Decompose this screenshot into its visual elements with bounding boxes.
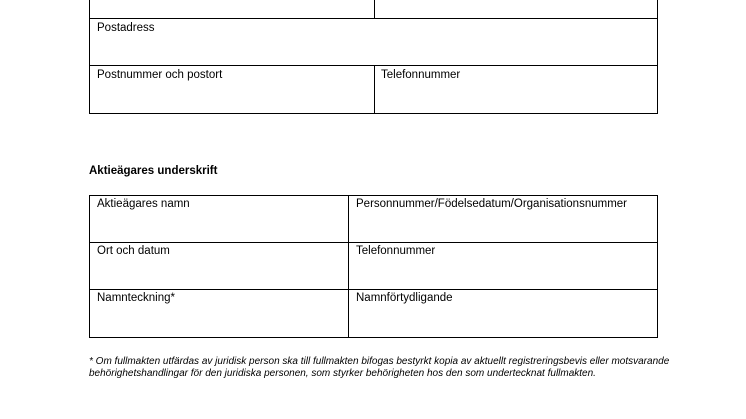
- place-date-label: Ort och datum: [97, 245, 170, 257]
- signature-phone-label: Telefonnummer: [356, 245, 436, 257]
- postal-address-label: Postadress: [97, 22, 155, 34]
- signature-section-heading: Aktieägares underskrift: [89, 165, 218, 177]
- name-clarification-label: Namnförtydligande: [356, 292, 453, 304]
- postal-address-field[interactable]: [90, 19, 657, 65]
- upper-form-top-divider: [374, 0, 375, 18]
- postcode-city-label: Postnummer och postort: [97, 69, 223, 81]
- signature-label: Namnteckning*: [97, 292, 175, 304]
- upper-phone-label: Telefonnummer: [381, 69, 461, 81]
- footnote: * Om fullmakten utfärdas av juridisk person ska till fullmakten bifogas bestyrkt kopia av aktuellt registreringsbevis eller motsvarande behörighetshandlingar för den juridiska personen, som styrker behörigheten hos den som undertecknat fullmakten.: [89, 356, 670, 379]
- shareholder-name-label: Aktieägares namn: [97, 198, 190, 210]
- id-number-label: Personnummer/Födelsedatum/Organisationsnummer: [356, 198, 628, 210]
